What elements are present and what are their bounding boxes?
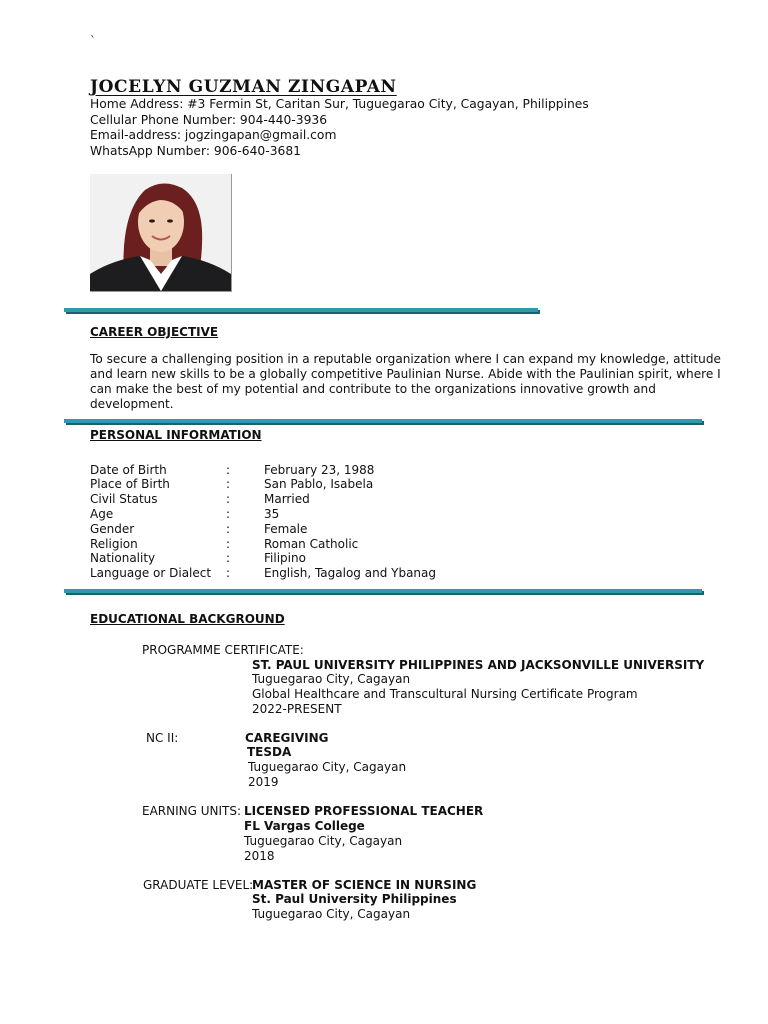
info-colon: : — [226, 522, 231, 536]
info-colon: : — [226, 477, 231, 491]
career-line: To secure a challenging position in a reputable organization where I can expand my knowledge, attitude — [90, 352, 721, 366]
career-line: and learn new skills to be a globally competitive Paulinian Nurse. Abide with the Paulinian spirit, where I — [90, 367, 721, 381]
info-label: Religion — [90, 537, 138, 551]
personal-information-heading: PERSONAL INFORMATION — [90, 428, 262, 442]
resume-name: JOCELYN GUZMAN ZINGAPAN — [90, 77, 397, 97]
info-colon: : — [226, 507, 231, 521]
programme-school: ST. PAUL UNIVERSITY PHILIPPINES AND JACKSONVILLE UNIVERSITY — [252, 658, 705, 672]
info-value: English, Tagalog and Ybanag — [264, 566, 437, 580]
divider-rule — [64, 589, 702, 593]
info-label: Place of Birth — [90, 477, 170, 491]
graduate-level-title: MASTER OF SCIENCE IN NURSING — [252, 878, 477, 892]
info-value: February 23, 1988 — [264, 463, 375, 477]
career-line: can make the best of my potential and contribute to the organizations innovative growth and — [90, 382, 656, 396]
info-colon: : — [226, 463, 231, 477]
nc2-school: TESDA — [247, 745, 292, 759]
earning-units-label: EARNING UNITS: — [142, 804, 242, 818]
educational-background-heading: EDUCATIONAL BACKGROUND — [90, 612, 285, 626]
career-objective-text — [90, 352, 721, 412]
info-value: Female — [264, 522, 308, 536]
info-label: Nationality — [90, 551, 156, 565]
nc2-title: CAREGIVING — [245, 731, 329, 745]
info-label: Gender — [90, 522, 135, 536]
email-address: Email-address: jogzingapan@gmail.com — [90, 128, 337, 142]
divider-rule — [64, 419, 702, 423]
profile-photo — [90, 174, 232, 292]
info-colon: : — [226, 492, 231, 506]
profile-photo-illustration — [90, 174, 231, 291]
whatsapp-number: WhatsApp Number: 906-640-3681 — [90, 144, 301, 158]
nc2-year: 2019 — [248, 775, 279, 789]
programme-name: Global Healthcare and Transcultural Nursing Certificate Program — [252, 687, 638, 701]
earning-units-location: Tuguegarao City, Cagayan — [244, 834, 403, 848]
home-address: Home Address: #3 Fermin St, Caritan Sur, Tuguegarao City, Cagayan, Philippines — [90, 97, 589, 111]
programme-years: 2022-PRESENT — [252, 702, 342, 716]
earning-units-school: FL Vargas College — [244, 819, 365, 833]
info-value: Married — [264, 492, 310, 506]
nc2-label: NC II: — [146, 731, 179, 745]
career-objective-heading: CAREER OBJECTIVE — [90, 325, 219, 339]
graduate-level-label: GRADUATE LEVEL: — [143, 878, 254, 892]
info-colon: : — [226, 551, 231, 565]
info-label: Age — [90, 507, 114, 521]
nc2-location: Tuguegarao City, Cagayan — [248, 760, 407, 774]
info-label: Language or Dialect — [90, 566, 212, 580]
career-line: development. — [90, 397, 174, 411]
info-label: Civil Status — [90, 492, 158, 506]
info-value: Roman Catholic — [264, 537, 359, 551]
info-label: Date of Birth — [90, 463, 167, 477]
info-colon: : — [226, 537, 231, 551]
info-colon: : — [226, 566, 231, 580]
stray-mark: ` — [90, 34, 96, 48]
phone-number: Cellular Phone Number: 904-440-3936 — [90, 113, 328, 127]
info-value: San Pablo, Isabela — [264, 477, 374, 491]
info-value: 35 — [264, 507, 280, 521]
earning-units-title: LICENSED PROFESSIONAL TEACHER — [244, 804, 484, 818]
graduate-level-location: Tuguegarao City, Cagayan — [252, 907, 411, 921]
info-value: Filipino — [264, 551, 306, 565]
programme-certificate-label: PROGRAMME CERTIFICATE: — [142, 643, 304, 657]
divider-rule — [64, 308, 538, 312]
graduate-level-school: St. Paul University Philippines — [252, 892, 457, 906]
earning-units-year: 2018 — [244, 849, 275, 863]
programme-location: Tuguegarao City, Cagayan — [252, 672, 411, 686]
